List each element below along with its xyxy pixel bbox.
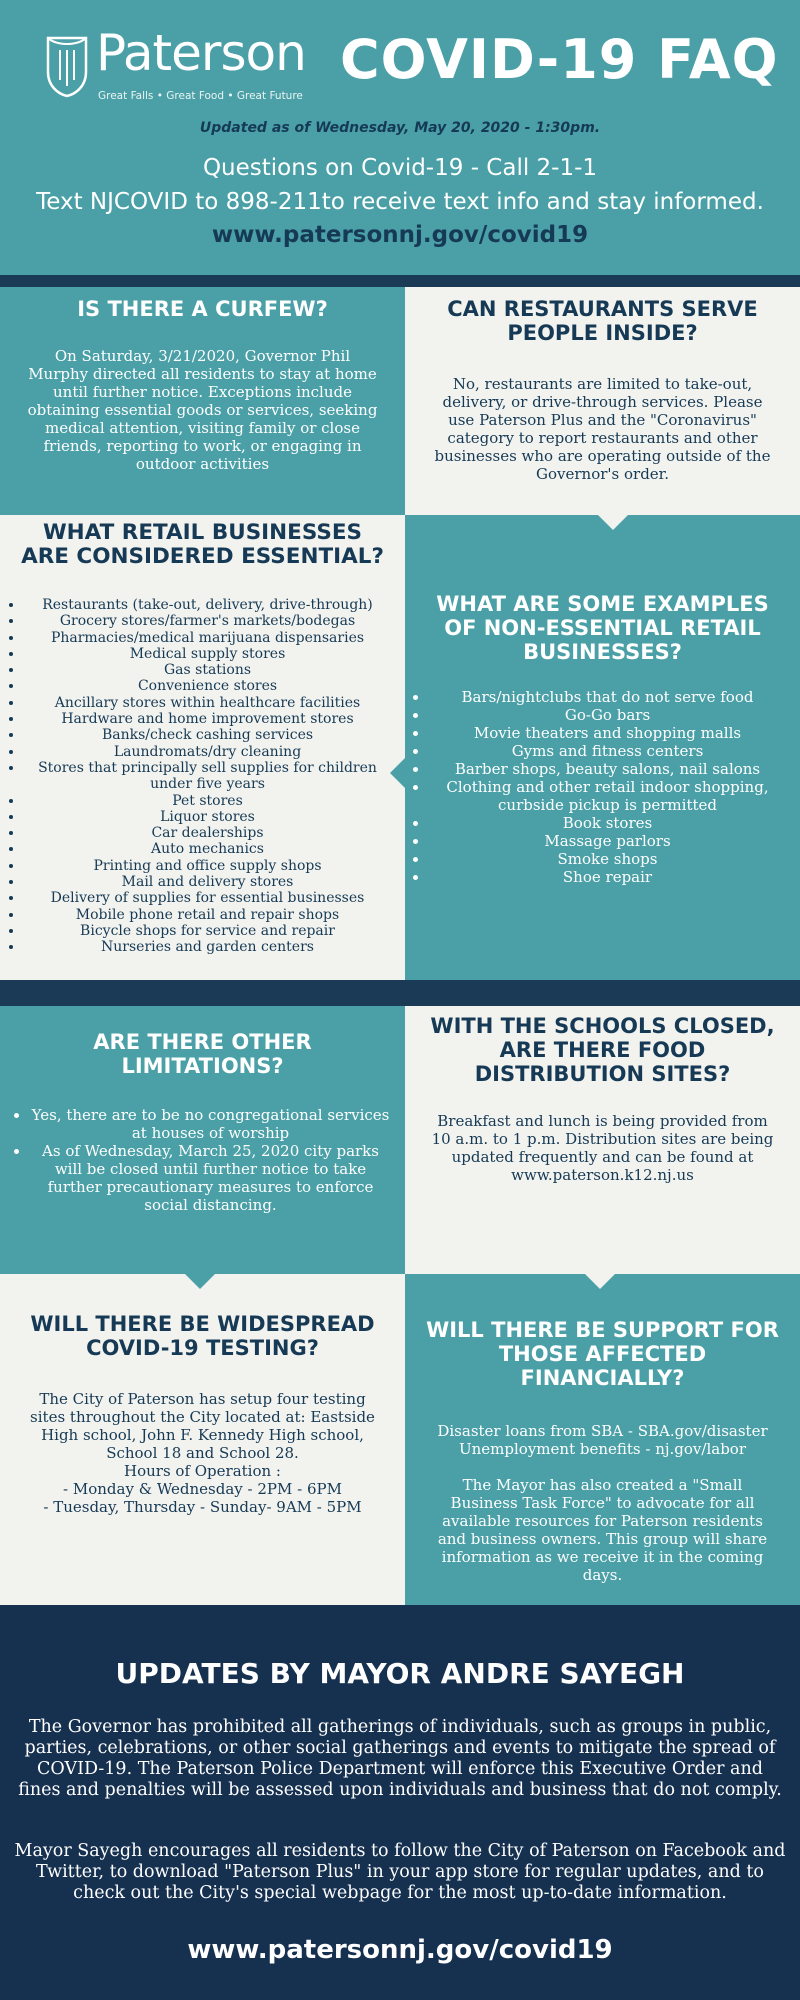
essential-business-item: • Delivery of supplies for essential businesses	[24, 890, 405, 906]
essential-business-item: • Banks/check cashing services	[24, 727, 405, 743]
footer-follow: Mayor Sayegh encourages all residents to follow the City of Paterson on Facebook and Twitter, to download "Paterson Plus" in your app store for regular updates, and to check out the City's special webpage for the most up-to-date information.	[14, 1841, 786, 1903]
sba-loans: Disaster loans from SBA - SBA.gov/disaster	[437, 1422, 768, 1440]
essential-business-item: • Mail and delivery stores	[24, 874, 405, 890]
restaurants-answer: No, restaurants are limited to take-out, delivery, or drive-through services. Please use Paterson Plus and the "Coronavirus" category to report restaurants and other businesses who are operating outside of the Governor's order.	[434, 375, 771, 483]
nonessential-business-item: • Gyms and fitness centers	[429, 742, 800, 760]
essential-business-item: • Pharmacies/medical marijuana dispensaries	[24, 630, 405, 646]
header-url[interactable]: www.patersonnj.gov/covid19	[211, 222, 589, 248]
support-answer	[431, 1422, 774, 1584]
nonessential-business-item: • Go-Go bars	[429, 706, 800, 724]
pointer-triangle	[598, 515, 628, 530]
testing-sites: The City of Paterson has setup four testing sites throughout the City located at: Eastside High school, John F. Kennedy High school, School 18 and School 28.	[30, 1390, 375, 1462]
essential-business-item: • Nurseries and garden centers	[24, 939, 405, 955]
essential-business-item: • Grocery stores/farmer's markets/bodegas	[24, 613, 405, 629]
panel-food	[405, 1006, 800, 1274]
panel-curfew	[0, 287, 405, 515]
essential-list	[0, 597, 405, 956]
page-title: COVID-19 FAQ	[340, 28, 779, 91]
essential-business-item: • Hardware and home improvement stores	[24, 711, 405, 727]
nonessential-question: WHAT ARE SOME EXAMPLES OF NON-ESSENTIAL RETAIL BUSINESSES?	[436, 592, 769, 664]
limitation-item: • Yes, there are to be no congregational services at houses of worship	[30, 1106, 405, 1142]
essential-question: WHAT RETAIL BUSINESSES ARE CONSIDERED ESSENTIAL?	[21, 520, 384, 569]
testing-answer	[26, 1390, 379, 1516]
nonessential-business-item: • Book stores	[429, 814, 800, 832]
divider-band	[0, 980, 800, 1006]
updated-timestamp: Updated as of Wednesday, May 20, 2020 - 1:30pm.	[199, 120, 601, 136]
nonessential-business-item: • Smoke shops	[429, 850, 800, 868]
essential-business-item: • Gas stations	[24, 662, 405, 678]
logo-tagline: Great Falls • Great Food • Great Future	[98, 90, 303, 102]
pointer-triangle	[185, 1274, 215, 1289]
task-force-info: The Mayor has also created a "Small Business Task Force" to advocate for all available resources for Paterson residents and business owners. This group will share information as we receive it in the coming days.	[437, 1476, 768, 1584]
essential-business-item: • Printing and office supply shops	[24, 858, 405, 874]
nonessential-list	[405, 688, 800, 886]
essential-business-item: • Laundromats/dry cleaning	[24, 744, 405, 760]
nonessential-business-item: • Clothing and other retail indoor shopping, curbside pickup is permitted	[429, 778, 800, 814]
unemployment-benefits: Unemployment benefits - nj.gov/labor	[459, 1440, 746, 1458]
panel-nonessential	[405, 515, 800, 980]
panel-essential	[0, 515, 405, 980]
footer-title: UPDATES BY MAYOR ANDRE SAYEGH	[115, 1657, 685, 1690]
essential-business-item: • Ancillary stores within healthcare facilities	[24, 695, 405, 711]
essential-business-item: • Pet stores	[24, 793, 405, 809]
essential-business-item: • Bicycle shops for service and repair	[24, 923, 405, 939]
limitations-list	[0, 1106, 405, 1214]
paterson-logo	[44, 24, 314, 110]
panel-testing	[0, 1274, 405, 1605]
hotline-text: Questions on Covid-19 - Call 2-1-1	[202, 155, 598, 181]
hours-weekday: - Monday & Wednesday - 2PM - 6PM	[63, 1480, 342, 1498]
hours-label: Hours of Operation :	[124, 1462, 281, 1480]
support-question: WILL THERE BE SUPPORT FOR THOSE AFFECTED FINANCIALLY?	[426, 1318, 779, 1390]
nonessential-business-item: • Barber shops, beauty salons, nail salons	[429, 760, 800, 778]
restaurants-question: CAN RESTAURANTS SERVE PEOPLE INSIDE?	[447, 297, 758, 345]
essential-business-item: • Medical supply stores	[24, 646, 405, 662]
essential-business-item: • Mobile phone retail and repair shops	[24, 907, 405, 923]
curfew-answer: On Saturday, 3/21/2020, Governor Phil Murphy directed all residents to stay at home until further notice. Exceptions include obtaining essential goods or services, seeking medical attention, visiting family or close friends, reporting to work, or engaging in outdoor activities	[27, 347, 378, 473]
testing-question: WILL THERE BE WIDESPREAD COVID-19 TESTING?	[30, 1312, 375, 1360]
divider-band	[0, 275, 800, 287]
panel-limitations	[0, 1006, 405, 1274]
food-question: WITH THE SCHOOLS CLOSED, ARE THERE FOOD DISTRIBUTION SITES?	[430, 1014, 775, 1086]
nonessential-business-item: • Shoe repair	[429, 868, 800, 886]
nonessential-business-item: • Movie theaters and shopping malls	[429, 724, 800, 742]
essential-business-item: • Restaurants (take-out, delivery, drive-through)	[24, 597, 405, 613]
limitations-question: ARE THERE OTHER LIMITATIONS?	[93, 1030, 312, 1078]
essential-business-item: • Stores that principally sell supplies for children under five years	[24, 760, 405, 793]
nonessential-business-item: • Bars/nightclubs that do not serve food	[429, 688, 800, 706]
logo-wordmark: Paterson	[96, 24, 306, 82]
city-shield-icon	[44, 32, 90, 98]
header	[0, 0, 800, 275]
footer-gatherings: The Governor has prohibited all gatherings of individuals, such as groups in public, parties, celebrations, or other social gatherings and events to mitigate the spread of COVID-19. The Paterson Police Department will enforce this Executive Order and fines and penalties will be assessed upon individuals and business that do not comply.	[18, 1717, 782, 1800]
limitation-item: • As of Wednesday, March 25, 2020 city parks will be closed until further notice to take further precautionary measures to enforce social distancing.	[30, 1142, 405, 1214]
curfew-question: IS THERE A CURFEW?	[77, 297, 328, 321]
footer-url[interactable]: www.patersonnj.gov/covid19	[187, 1935, 613, 1965]
hours-weekend: - Tuesday, Thursday - Sunday- 9AM - 5PM	[43, 1498, 362, 1516]
nonessential-business-item: • Massage parlors	[429, 832, 800, 850]
essential-business-item: • Auto mechanics	[24, 841, 405, 857]
pointer-triangle	[585, 1274, 615, 1289]
text-alert-info: Text NJCOVID to 898-211to receive text info and stay informed.	[36, 189, 764, 215]
food-answer: Breakfast and lunch is being provided from 10 a.m. to 1 p.m. Distribution sites are being updated frequently and can be found at www.paterson.k12.nj.us	[431, 1112, 774, 1184]
footer	[0, 1605, 800, 2000]
pointer-triangle	[390, 758, 405, 788]
essential-business-item: • Car dealerships	[24, 825, 405, 841]
panel-support	[405, 1274, 800, 1605]
essential-business-item: • Liquor stores	[24, 809, 405, 825]
essential-business-item: • Convenience stores	[24, 678, 405, 694]
panel-restaurants	[405, 287, 800, 515]
